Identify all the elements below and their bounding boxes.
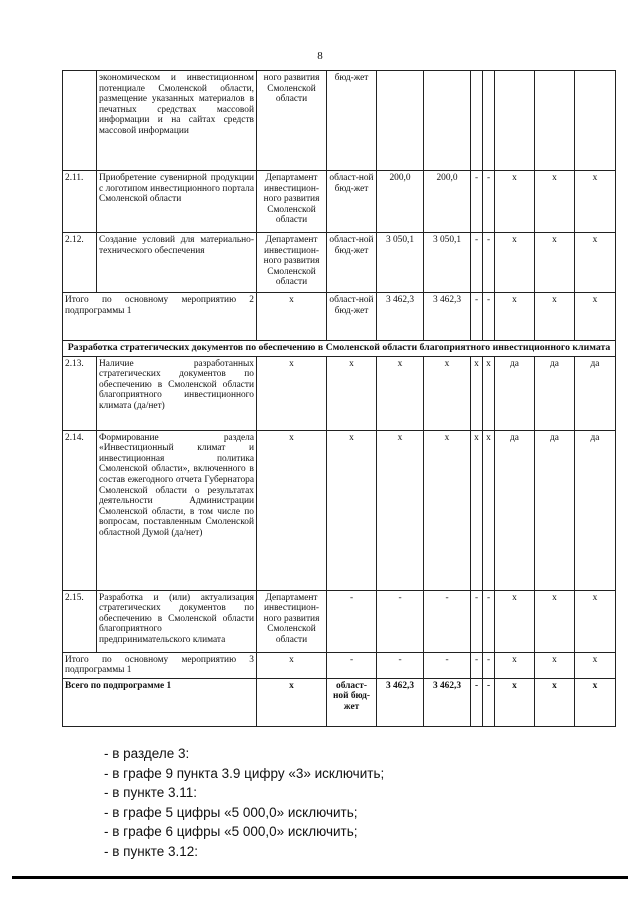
row-value: да (495, 356, 535, 430)
row-number: 2.11. (63, 171, 97, 233)
total-value: х (495, 678, 535, 726)
row-value: х (471, 356, 483, 430)
row-number: 2.15. (63, 590, 97, 652)
amendment-text (104, 744, 384, 861)
row-value: 200,0 (424, 171, 471, 233)
row-value (424, 71, 471, 171)
row-number (63, 71, 97, 171)
row-name: Наличие разработанных стратегических документов по обеспечению в Смоленской области благоприятного инвестиционного климата (да/нет) (97, 356, 257, 430)
row-value: - (483, 171, 495, 233)
row-value: х (377, 356, 424, 430)
total-name: Всего по подпрограмме 1 (63, 678, 257, 726)
row-value (535, 71, 575, 171)
row-name: Формирование раздела «Инвестиционный климат и инвестиционная политика Смоленской области», включенного в состав ежегодного отчета Губернатора Смоленской области о результатах деятельности Администрации Смоленской области, в том числе по вопросам, поставленным Смоленской областной Думой (да/нет) (97, 430, 257, 590)
row-value (483, 71, 495, 171)
total-value: 3 462,3 (377, 293, 424, 341)
row-value: - (424, 590, 471, 652)
total-row (63, 652, 616, 678)
total-value: - (471, 652, 483, 678)
row-value: да (535, 430, 575, 590)
row-name: Создание условий для материально-технического обеспечения (97, 233, 257, 293)
total-source: област-ной бюд-жет (327, 678, 377, 726)
row-value: 3 050,1 (377, 233, 424, 293)
row-value: х (377, 430, 424, 590)
row-value: - (377, 590, 424, 652)
table-row (63, 356, 616, 430)
amendment-line: - в графе 9 пункта 3.9 цифру «3» исключить; (104, 765, 385, 781)
row-value: х (535, 590, 575, 652)
total-source: - (327, 652, 377, 678)
amendment-line: - в разделе 3: (104, 746, 190, 761)
row-value: 200,0 (377, 171, 424, 233)
row-value: - (471, 590, 483, 652)
total-executor: х (257, 678, 327, 726)
total-value: 3 462,3 (377, 678, 424, 726)
table-row (63, 171, 616, 233)
row-value: х (495, 590, 535, 652)
total-value: х (495, 652, 535, 678)
row-executor: Департамент инвестицион-ного развития Смоленской области (257, 590, 327, 652)
total-value: х (535, 293, 575, 341)
row-value: х (535, 233, 575, 293)
total-value: х (535, 652, 575, 678)
page-number: 8 (317, 50, 323, 62)
row-value: - (483, 590, 495, 652)
total-value: х (535, 678, 575, 726)
row-value: - (483, 233, 495, 293)
row-value (471, 71, 483, 171)
row-name: Приобретение сувенирной продукции с логотипом инвестиционного портала Смоленской области (97, 171, 257, 233)
row-value: х (483, 430, 495, 590)
total-row (63, 678, 616, 726)
total-value: - (424, 652, 471, 678)
total-value: - (483, 652, 495, 678)
total-value: - (471, 678, 483, 726)
total-name: Итого по основному мероприятию 2 подпрограммы 1 (63, 293, 257, 341)
total-value: х (575, 652, 616, 678)
total-name: Итого по основному мероприятию 3 подпрограммы 1 (63, 652, 257, 678)
total-value: х (575, 678, 616, 726)
total-executor: х (257, 652, 327, 678)
row-value: х (575, 590, 616, 652)
row-value: да (575, 430, 616, 590)
row-value: х (495, 171, 535, 233)
row-source: област-ной бюд-жет (327, 171, 377, 233)
total-value: х (495, 293, 535, 341)
row-value: - (471, 233, 483, 293)
amendment-line: - в графе 6 цифры «5 000,0» исключить; (104, 824, 358, 839)
amendment-line: - в пункте 3.11: (104, 785, 198, 800)
row-source: област-ной бюд-жет (327, 233, 377, 293)
footer-rule (12, 876, 628, 879)
total-value: - (483, 678, 495, 726)
table-row (63, 233, 616, 293)
row-value: х (495, 233, 535, 293)
row-source: - (327, 590, 377, 652)
total-value: 3 462,3 (424, 678, 471, 726)
row-executor: Департамент инвестицион-ного развития Смоленской области (257, 233, 327, 293)
row-value (377, 71, 424, 171)
total-executor: х (257, 293, 327, 341)
row-value: 3 050,1 (424, 233, 471, 293)
row-value (495, 71, 535, 171)
row-number: 2.13. (63, 356, 97, 430)
total-value: х (575, 293, 616, 341)
row-number: 2.14. (63, 430, 97, 590)
row-value: - (471, 171, 483, 233)
row-name: экономическом и инвестиционном потенциале Смоленской области, размещение указанных материалов в печатных средствах массовой информации и на сайтах средств массовой информации (97, 71, 257, 171)
row-executor: х (257, 356, 327, 430)
total-value: 3 462,3 (424, 293, 471, 341)
total-row (63, 293, 616, 341)
table-row (63, 590, 616, 652)
total-value: - (483, 293, 495, 341)
amendment-line: - в графе 5 цифры «5 000,0» исключить; (104, 804, 358, 820)
row-value: х (575, 171, 616, 233)
row-executor: ного развития Смоленской области (257, 71, 327, 171)
table-row (63, 430, 616, 590)
total-value: - (377, 652, 424, 678)
row-value (575, 71, 616, 171)
section-header: Разработка стратегических документов по обеспечению в Смоленской области благоприятного инвестиционного климата (63, 341, 616, 357)
row-value: х (424, 356, 471, 430)
row-executor: х (257, 430, 327, 590)
row-number: 2.12. (63, 233, 97, 293)
row-executor: Департамент инвестицион-ного развития Смоленской области (257, 171, 327, 233)
row-value: х (575, 233, 616, 293)
section-header-row (63, 341, 616, 357)
row-value: х (535, 171, 575, 233)
row-name: Разработка и (или) актуализация стратегических документов по обеспечению в Смоленской области благоприятного предпринимательского климата (97, 590, 257, 652)
table-row (63, 71, 616, 171)
row-value: х (424, 430, 471, 590)
row-source: х (327, 356, 377, 430)
row-value: х (471, 430, 483, 590)
row-source: х (327, 430, 377, 590)
row-value: х (483, 356, 495, 430)
row-value: да (535, 356, 575, 430)
row-source: бюд-жет (327, 71, 377, 171)
total-value: - (471, 293, 483, 341)
total-source: област-ной бюд-жет (327, 293, 377, 341)
row-value: да (575, 356, 616, 430)
row-value: да (495, 430, 535, 590)
amendment-line: - в пункте 3.12: (104, 843, 199, 859)
program-table (62, 70, 616, 727)
